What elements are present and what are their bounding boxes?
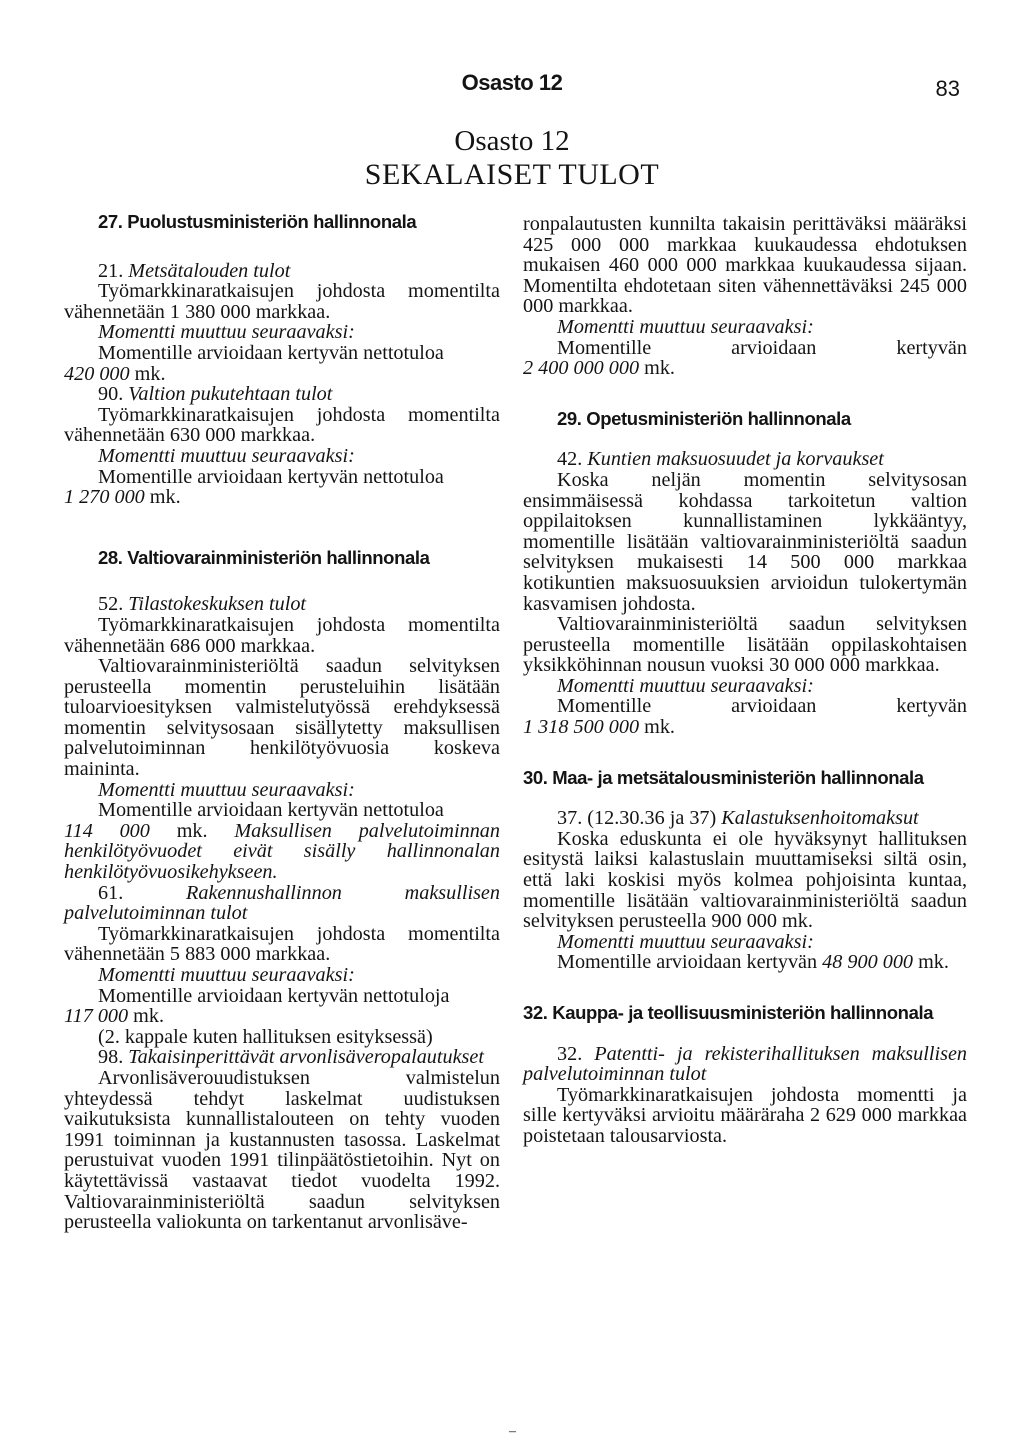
note-52: Maksullisen palvelutoiminnan henkilötyövuodet eivät sisälly hallinnonalan henkilötyövuosikehykseen. bbox=[64, 819, 500, 884]
item-text-42: Koska neljän momentin selvitysosan ensimmäisessä kohdassa tarkoitetun valtion oppilaitoksen kunnallistaminen lykkääntyy, momentille lisätään valtiovarainministeriöltä saadun selvityksen mukaisesti 14 500 000 markkaa kotikuntien maksuosuuksien arvioidun tulokertymän kasvamisen johdosta. bbox=[523, 468, 967, 615]
item-heading-37: 37. (12.30.36 ja 37) Kalastuksenhoitomaksut bbox=[557, 807, 919, 830]
amount-98: 2 400 000 000 mk. bbox=[523, 357, 675, 380]
change-note-37: Momentti muuttuu seuraavaksi: bbox=[557, 930, 814, 953]
estimate-text-42: Momentille arvioidaan kertyvän bbox=[557, 695, 967, 718]
change-note-98: Momentti muuttuu seuraavaksi: bbox=[557, 315, 814, 338]
estimate-text-37: Momentille arvioidaan kertyvän 48 900 000 mk. bbox=[557, 951, 949, 974]
page-number: 83 bbox=[935, 76, 960, 101]
item-heading-98: 98. Takaisinperittävät arvonlisäveropalautukset bbox=[98, 1046, 484, 1069]
item-text-52: Työmarkkinaratkaisujen johdosta momentilta vähennetään 686 000 markkaa. bbox=[64, 613, 500, 657]
change-note-61: Momentti muuttuu seuraavaksi: bbox=[98, 964, 355, 986]
running-head: Osasto 12 bbox=[461, 70, 563, 95]
item-text-37: Koska eduskunta ei ole hyväksynyt hallituksen esitystä laiksi kalastuslain muuttamiseksi siltä osin, että laki koskisi myös kolmea pohjoisinta kuntaa, momentille lisätään valtiovarainministeriöltä saadun selvityksen perusteella 900 000 mk. bbox=[523, 827, 967, 933]
item-text-61: Työmarkkinaratkaisujen johdosta momentilta vähennetään 5 883 000 markkaa. bbox=[64, 922, 500, 966]
estimate-text-52: Momentille arvioidaan kertyvän nettotuloa bbox=[98, 799, 444, 822]
item-text-32: Työmarkkinaratkaisujen johdosta momentti ja sille kertyväksi arvioitu määräraha 2 629 000 markkaa poistetaan talousarviosta. bbox=[523, 1083, 967, 1147]
chapter-heading-30: 30. Maa- ja metsätalousministeriön hallinnonala bbox=[523, 766, 924, 788]
section-title-line2: SEKALAISET TULOT bbox=[364, 158, 660, 191]
item-text-42-b: Valtiovarainministeriöltä saadun selvityksen perusteella momentille lisätään oppilaskohtaisen yksikköhinnan nousun vuoksi 30 000 000 markkaa. bbox=[523, 613, 967, 677]
item-text-52-b: Valtiovarainministeriöltä saadun selvityksen perusteella momentin perusteluihin lisätään tuloarvioesityksen valmistelutyössä erehdyksessä momentin selvitysosaan sisällytetty maksullisen palvelutoiminnan henkilötyövuosia koskeva maininta. bbox=[64, 655, 500, 781]
change-note-21: Momentti muuttuu seuraavaksi: bbox=[98, 321, 355, 344]
left-column bbox=[64, 212, 500, 1233]
item-heading-52: 52. Tilastokeskuksen tulot bbox=[98, 593, 307, 616]
estimate-text-61: Momentille arvioidaan kertyvän nettotuloja bbox=[98, 984, 450, 1007]
item-heading-21: 21. Metsätalouden tulot bbox=[98, 259, 291, 282]
chapter-heading-29: 29. Opetusministeriön hallinnonala bbox=[557, 407, 851, 429]
amount-52: 114 000 mk. Maksullisen palvelutoiminnan henkilötyövuodet eivät sisälly hallinnonalan henkilötyövuosikehykseen. bbox=[64, 819, 500, 884]
amount-61: 117 000 mk. bbox=[64, 1005, 165, 1028]
estimate-text-21: Momentille arvioidaan kertyvän nettotuloa bbox=[98, 341, 444, 364]
continued-text: ronpalautusten kunnilta takaisin perittäväksi määräksi 425 000 000 markkaa kuukaudessa ehdotuksen mukaisen 460 000 000 markkaa kuukaudessa sijaan. Momentilta ehdotetaan siten vähennettäväksi 245 000 000 markkaa. bbox=[523, 213, 967, 318]
right-column bbox=[523, 214, 967, 1147]
chapter-heading-32: 32. Kauppa- ja teollisuusministeriön hallinnonala bbox=[523, 1002, 934, 1023]
item-heading-42: 42. Kuntien maksuosuudet ja korvaukset bbox=[557, 448, 884, 471]
item-heading-90: 90. Valtion pukutehtaan tulot bbox=[98, 383, 333, 406]
bottom-mark: – bbox=[509, 1424, 516, 1439]
item-text-98: Arvonlisäverouudistuksen valmistelun yhteydessä tehdyt laskelmat uudistuksen vaikutuksista kunnallistalouteen on tehty vuoden 1991 toiminnan ja kustannusten tasossa. Laskelmat perustuivat vuoden 1991 tilinpäätöstietoihin. Nyt on käytettävissä vastaavat tiedot vuodelta 1992. Valtiovarainministeriöltä saadun selvityksen perusteella valiokunta on tarkentanut arvonlisäve- bbox=[64, 1066, 500, 1234]
change-note-42: Momentti muuttuu seuraavaksi: bbox=[557, 674, 814, 697]
section-title-line1: Osasto 12 bbox=[454, 125, 570, 157]
item-text-21: Työmarkkinaratkaisujen johdosta momentilta vähennetään 1 380 000 markkaa. bbox=[64, 280, 500, 323]
change-note-52: Momentti muuttuu seuraavaksi: bbox=[98, 778, 355, 801]
item-text-90: Työmarkkinaratkaisujen johdosta momentilta vähennetään 630 000 markkaa. bbox=[64, 403, 500, 447]
amount-90: 1 270 000 mk. bbox=[64, 486, 181, 509]
chapter-heading-27: 27. Puolustusministeriön hallinnonala bbox=[98, 211, 417, 232]
chapter-heading-28: 28. Valtiovarainministeriön hallinnonala bbox=[98, 546, 430, 568]
amount-42: 1 318 500 000 mk. bbox=[523, 716, 675, 739]
paragraph-note-61: (2. kappale kuten hallituksen esityksessä) bbox=[98, 1025, 433, 1048]
amount-21: 420 000 mk. bbox=[64, 362, 166, 385]
section-title bbox=[0, 124, 1024, 192]
change-note-90: Momentti muuttuu seuraavaksi: bbox=[98, 444, 355, 467]
item-heading-32: 32. Patentti- ja rekisterihallituksen maksullisen palvelutoiminnan tulot bbox=[523, 1042, 967, 1086]
estimate-text-90: Momentille arvioidaan kertyvän nettotuloa bbox=[98, 465, 444, 488]
estimate-text-98: Momentille arvioidaan kertyvän bbox=[557, 336, 967, 359]
item-heading-61: 61. Rakennushallinnon maksullisen palvelutoiminnan tulot bbox=[64, 881, 500, 925]
